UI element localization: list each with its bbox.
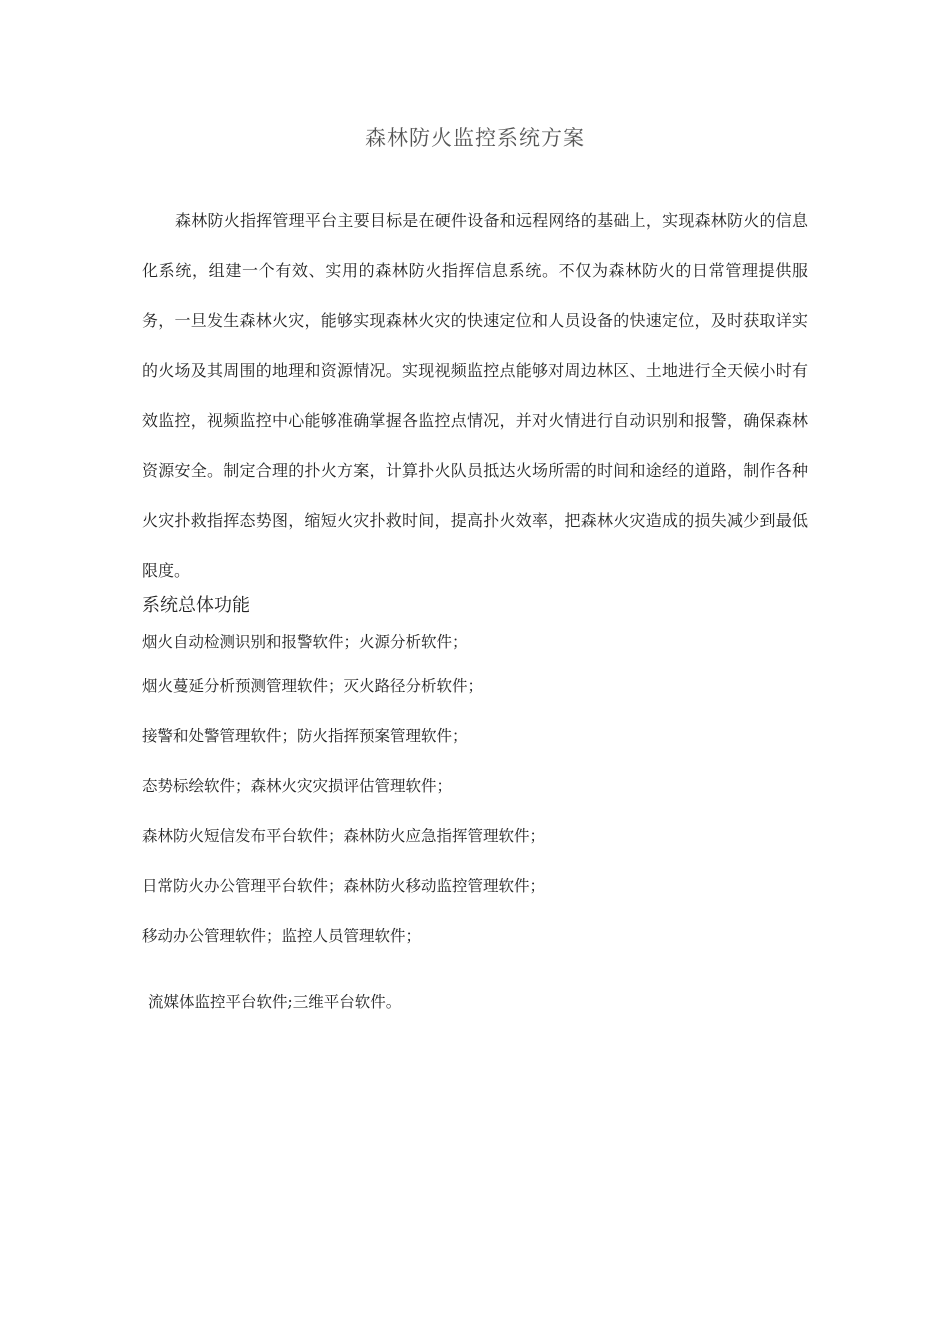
function-item: 烟火蔓延分析预测管理软件；灭火路径分析软件； xyxy=(142,677,484,695)
function-item: 接警和处警管理软件；防火指挥预案管理软件； xyxy=(142,727,468,745)
section-heading: 系统总体功能 xyxy=(142,595,250,616)
function-item: 烟火自动检测识别和报警软件；火源分析软件； xyxy=(142,633,468,651)
function-item: 日常防火办公管理平台软件；森林防火移动监控管理软件； xyxy=(142,877,546,895)
function-item: 态势标绘软件；森林火灾灾损评估管理软件； xyxy=(142,777,453,795)
function-item: 移动办公管理软件；监控人员管理软件； xyxy=(142,927,422,945)
function-item: 流媒体监控平台软件;三维平台软件。 xyxy=(148,993,402,1011)
function-item: 森林防火短信发布平台软件；森林防火应急指挥管理软件； xyxy=(142,827,546,845)
intro-paragraph: 森林防火指挥管理平台主要目标是在硬件设备和远程网络的基础上，实现森林防火的信息化系统，组建一个有效、实用的森林防火指挥信息系统。不仅为森林防火的日常管理提供服务，一旦发生森林火灾，能够实现森林火灾的快速定位和人员设备的快速定位，及时获取详实的火场及其周围的地理和资源情况。实现视频监控点能够对周边林区、土地进行全天候小时有效监控，视频监控中心能够准确掌握各监控点情况，并对火情进行自动识别和报警，确保森林资源安全。制定合理的扑火方案，计算扑火队员抵达火场所需的时间和途经的道路，制作各种火灾扑救指挥态势图，缩短火灾扑救时间，提高扑火效率，把森林火灾造成的损失减少到最低限度。 xyxy=(142,211,808,580)
document-title: 森林防火监控系统方案 xyxy=(365,126,585,150)
